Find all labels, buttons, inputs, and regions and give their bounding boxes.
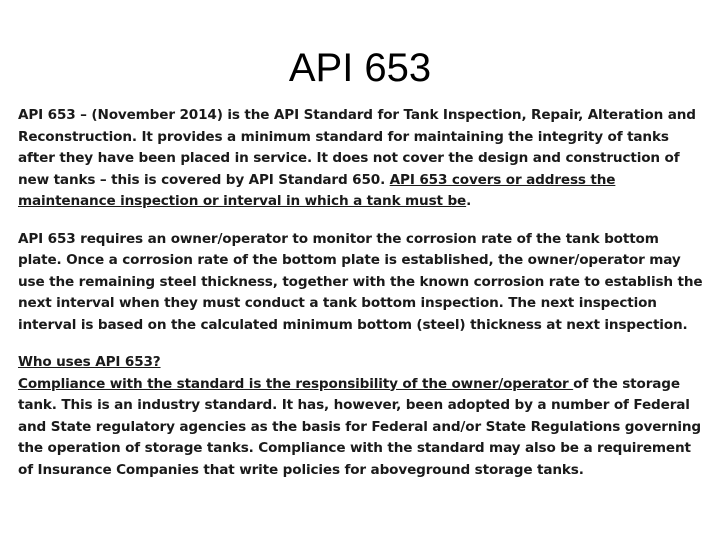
paragraph-corrosion-rate (18, 229, 704, 337)
paragraph-api-653-overview (18, 105, 704, 213)
who-uses-question: Who uses API 653? (18, 354, 161, 370)
slide-title: API 653 (288, 46, 432, 90)
paragraph-3-text: of the storage tank. This is an industry standard. It has, however, been adopted by a number of Federal and State regulatory agencies as the basis for Federal and/or State Regulations governing the operation of storage tanks. Compliance with the standard may also be a requirement of Insurance Companies that write policies for aboveground storage tanks. (18, 375, 701, 478)
paragraph-3-underlined-text: Compliance with the standard is the responsibility of the owner/operator (18, 375, 574, 392)
paragraph-who-uses (18, 352, 704, 481)
paragraph-1-underlined-text: API 653 covers or address the maintenance inspection or interval in which a tank must be (18, 171, 616, 209)
paragraph-1-text: API 653 – (November 2014) is the API Standard for Tank Inspection, Repair, Alteration and Reconstruction. It provides a minimum standard for maintaining the integrity of tanks after they have been placed in service. It does not cover the design and construction of new tanks – this is covered by API Standard 650. (18, 107, 696, 188)
paragraph-1-end: . (466, 193, 472, 209)
paragraph-2-text: API 653 requires an owner/operator to monitor the corrosion rate of the tank bottom plate. Once a corrosion rate of the bottom plate is established, the owner/operator may use the remaining steel thickness, together with the known corrosion rate to establish the next interval when they must conduct a tank bottom inspection. The next inspection interval is based on the calculated minimum bottom (steel) thickness at next inspection. (18, 230, 703, 333)
slide-body (18, 105, 704, 497)
